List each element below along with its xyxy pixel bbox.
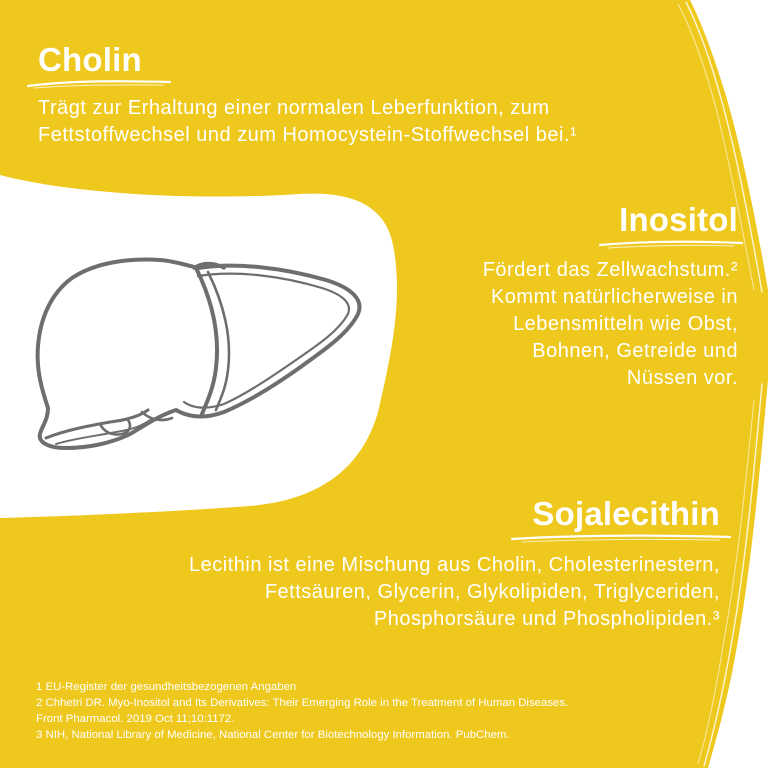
inositol-line: Bohnen, Getreide und <box>532 340 738 362</box>
cholin-title: Cholin <box>38 41 142 78</box>
inositol-line: Fördert das Zellwachstum.² <box>482 259 738 281</box>
inositol-underline <box>596 236 746 252</box>
inositol-description <box>408 257 738 392</box>
cholin-line: Trägt zur Erhaltung einer normalen Leberfunktion, zum <box>38 97 550 119</box>
inositol-line: Kommt natürlicherweise in <box>490 286 738 308</box>
sojalecithin-line: Fettsäuren, Glycerin, Glykolipiden, Triglyceriden, <box>264 581 720 603</box>
liver-icon <box>26 250 386 460</box>
cholin-underline <box>24 76 174 92</box>
sojalecithin-underline <box>508 530 734 546</box>
inositol-line: Lebensmitteln wie Obst, <box>513 313 738 335</box>
footnote-1: 1 EU-Register der gesundheitsbezogenen Angaben <box>36 681 297 693</box>
cholin-description <box>38 95 678 149</box>
sojalecithin-title: Sojalecithin <box>532 495 720 532</box>
sojalecithin-description <box>40 552 720 633</box>
inositol-line: Nüssen vor. <box>626 367 738 389</box>
footnote-2: 2 Chhetri DR. Myo-Inositol and Its Derivatives: Their Emerging Role in the Treatment of Human Diseases. <box>36 697 569 709</box>
cholin-line: Fettstoffwechsel und zum Homocystein-Stoffwechsel bei.¹ <box>38 124 578 146</box>
footnotes <box>36 679 736 743</box>
footnote-2-source: Front Pharmacol. 2019 Oct 11;10:1172. <box>36 713 235 725</box>
footnote-3: 3 NIH, National Library of Medicine, National Center for Biotechnology Information. PubChem. <box>36 729 510 741</box>
sojalecithin-line: Lecithin ist eine Mischung aus Cholin, Cholesterinestern, <box>189 554 720 576</box>
inositol-title: Inositol <box>619 201 738 238</box>
sojalecithin-line: Phosphorsäure und Phospholipiden.³ <box>373 608 720 630</box>
